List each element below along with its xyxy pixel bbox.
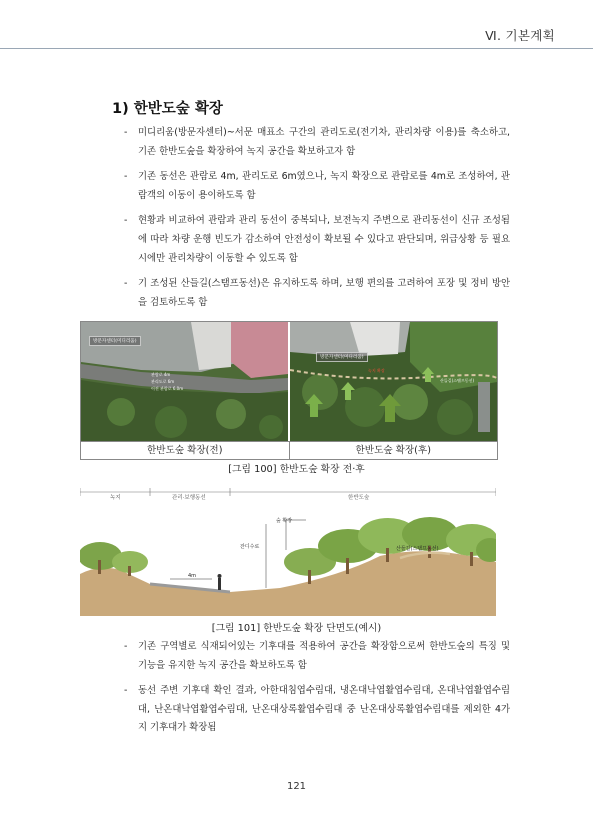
label-forest-expand: 숲 확장 (276, 518, 293, 524)
map-note: 녹지 확장 (368, 368, 385, 373)
bullet-item: - 현황과 비교하여 관람과 관리 동선이 중복되나, 보전녹지 주변으로 관리동선이 신규 조성됨에 따라 차량 운행 빈도가 감소하여 안전성이 확보될 수 있다고 판단되며, 위급상황 등 필요시에만 관리차량이 이동할 수 있도록 함 (124, 212, 510, 268)
bullet-item: - 기존 동선은 관람로 4m, 관리도로 6m였으나, 녹지 확장으로 관람로를 4m로 조성하여, 관람객의 이동이 용이하도록 함 (124, 168, 510, 205)
bullet-item: - 미디리움(방문자센터)~서문 매표소 구간의 관리도로(전기차, 관리차량 이용)를 축소하고, 기존 한반도숲을 확장하여 녹지 공간을 확보하고자 함 (124, 124, 510, 161)
bullet-item: - 동선 주변 기후대 확인 결과, 아한대침엽수림대, 냉온대낙엽활엽수림대, 온대낙엽활엽수림대, 난온대낙엽활엽수림대, 난온대상록활엽수림대 중 난온대상록활엽수림대를 제외한 4가지 기후대가 확장됨 (124, 682, 510, 738)
bullet-item: - 기 조성된 산들길(스탬프동선)은 유지하도록 하며, 보행 편의를 고려하여 포장 및 정비 방안을 검토하도록 함 (124, 275, 510, 312)
aerial-photo-after (290, 322, 497, 441)
label-trail: 산들길(스탬프동선) (396, 546, 439, 552)
figure-101-caption: [그림 101] 한반도숲 확장 단면도(예시) (211, 623, 382, 634)
zone-label-management: 관리·보행동선 (172, 495, 206, 501)
bullet-list-top (124, 124, 510, 319)
header-rule (0, 48, 593, 49)
bullet-list-bottom (124, 638, 510, 745)
zone-label-forest: 한반도숲 (348, 495, 370, 501)
photo-caption-row (81, 441, 497, 460)
aerial-photo-before (81, 322, 288, 441)
page-number: 121 (286, 781, 307, 792)
figure-100-photos (80, 321, 498, 460)
map-label-visitor-center: 방문자센터(미디리움) (89, 336, 141, 346)
label-road-width: 4m (188, 573, 197, 579)
photo-label-after: 한반도숲 확장(후) (355, 445, 431, 456)
map-note: 이전 관람로 6.0m (151, 386, 184, 391)
section-title: 1) 한반도숲 확장 (112, 101, 223, 117)
label-drain: 잔디수로 (240, 544, 260, 550)
figure-101-cross-section (80, 484, 496, 616)
figure-100-caption: [그림 100] 한반도숲 확장 전·후 (228, 464, 365, 475)
photo-label-before: 한반도숲 확장(전) (81, 442, 290, 460)
zone-label-green: 녹지 (110, 495, 121, 501)
map-label-visitor-center: 방문자센터(미디리움) (316, 352, 368, 362)
header-chapter-title: Ⅵ. 기본계획 (485, 28, 555, 43)
map-note: 관람로 4m (151, 372, 171, 377)
bullet-item: - 기존 구역별로 식재되어있는 기후대를 적용하여 공간을 확장함으로써 한반도숲의 특징 및 기능을 유지한 녹지 공간을 확보하도록 함 (124, 638, 510, 675)
map-note: 산들길(스탬프동선) (440, 378, 475, 383)
map-note: 관리도로 6m (151, 379, 175, 384)
